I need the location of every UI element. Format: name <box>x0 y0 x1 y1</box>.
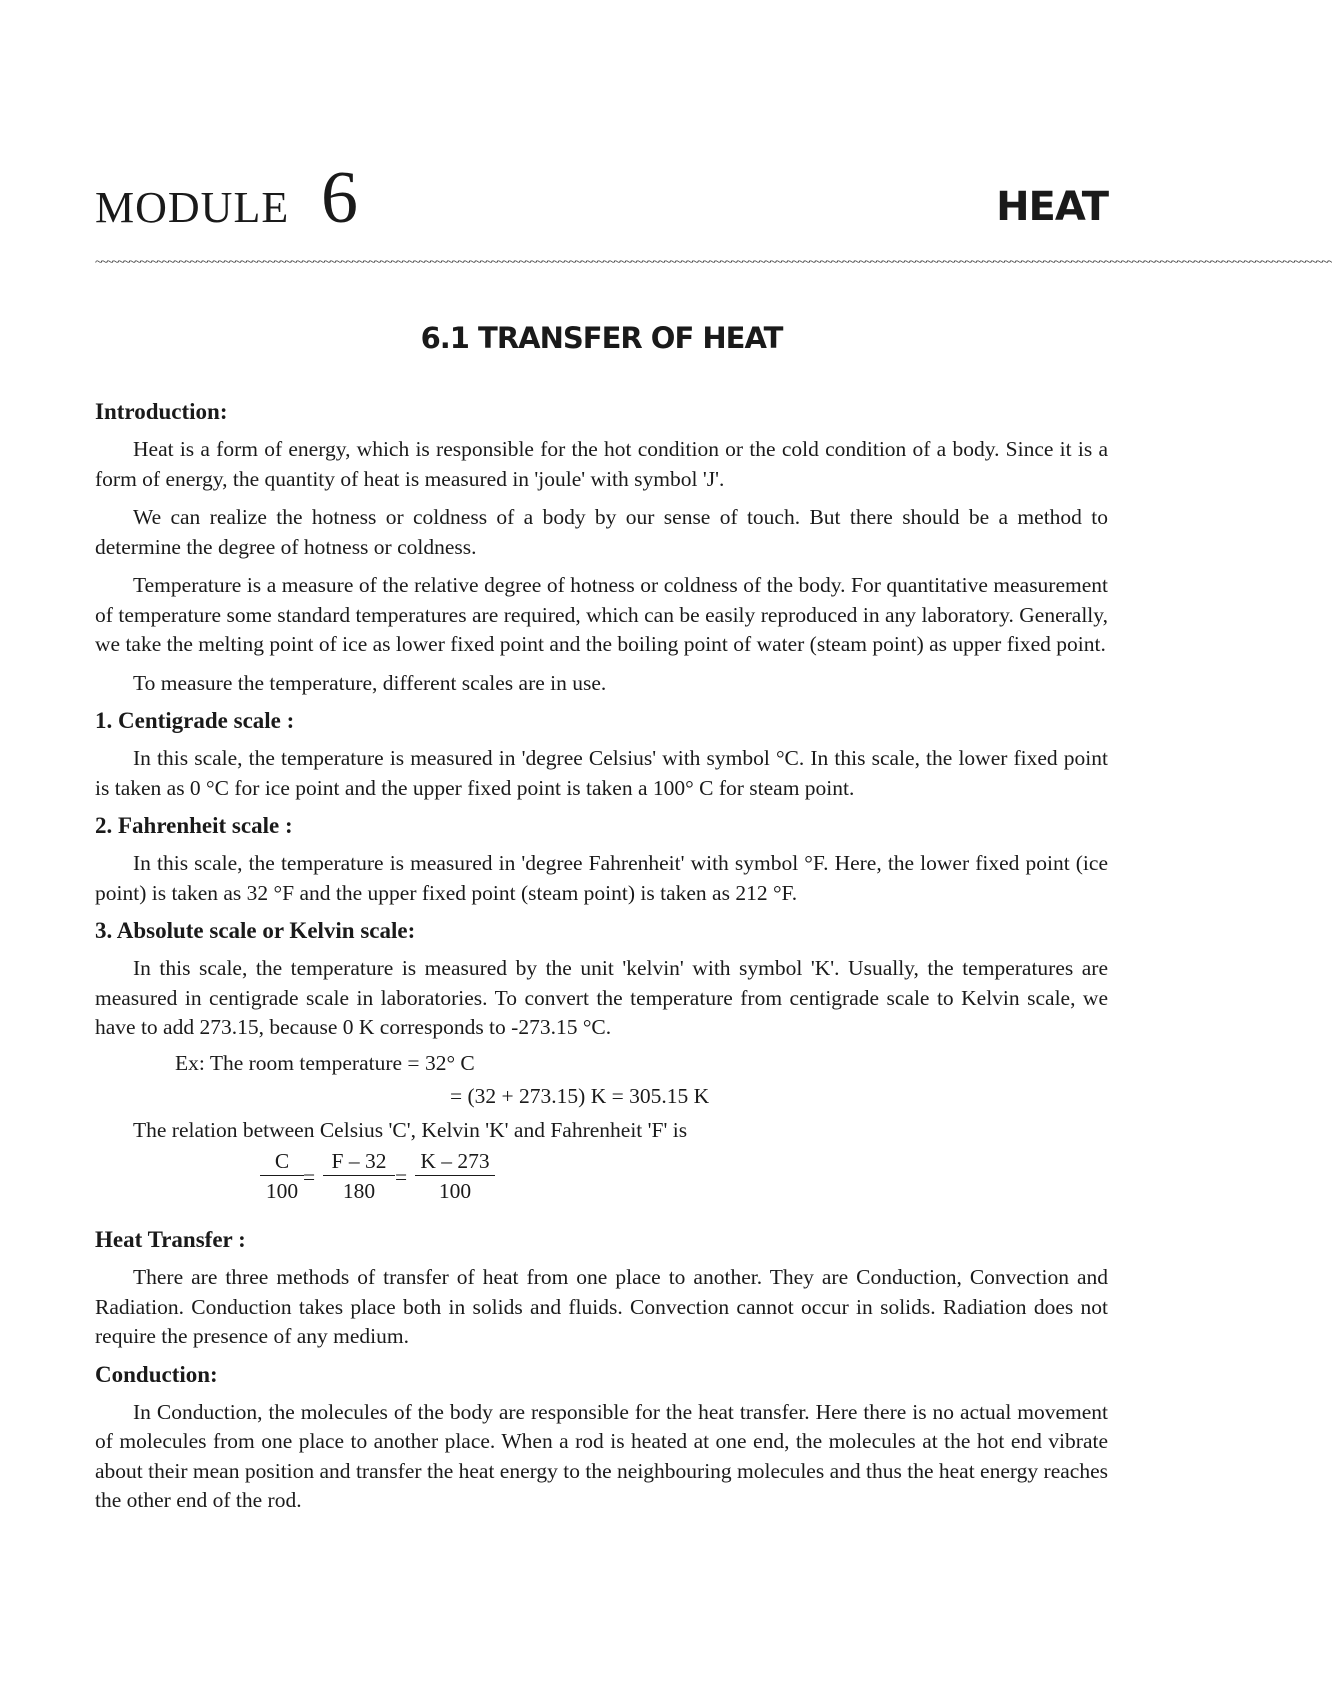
intro-paragraph-3: Temperature is a measure of the relative degree of hotness or coldness of the body. For quantitative measurement of temperature some standard temperatures are required, which can be easily reproduced in any laboratory. Generally, we take the melting point of ice as lower fixed point and the boiling point of water (steam point) as upper fixed point. <box>95 573 1108 656</box>
module-label: MODULE <box>95 183 290 232</box>
fahrenheit-heading: 2. Fahrenheit scale : <box>95 813 293 838</box>
celsius-denominator: 100 <box>265 1179 299 1203</box>
module-number: 6 <box>321 157 358 239</box>
centigrade-paragraph: In this scale, the temperature is measured in 'degree Celsius' with symbol °C. In this scale, the lower fixed point is taken as 0 °C for ice point and the upper fixed point is taken a 100° C for steam point. <box>95 746 1108 800</box>
intro-paragraph-4: To measure the temperature, different scales are in use. <box>133 670 607 695</box>
fahrenheit-numerator: F – 32 <box>323 1147 395 1176</box>
kelvin-heading: 3. Absolute scale or Kelvin scale: <box>95 918 416 943</box>
module-header <box>95 157 1108 250</box>
body-text <box>95 397 1108 1516</box>
kelvin-fraction <box>415 1147 495 1206</box>
module-subject: HEAT <box>996 184 1108 230</box>
temperature-relation-formula <box>95 1147 1108 1217</box>
heat-transfer-paragraph: There are three methods of transfer of heat from one place to another. They are Conduction, Convection and Radiation. Conduction takes place both in solids and fluids. Convection cannot occur in solids. Radiation does not require the presence of any medium. <box>95 1265 1108 1348</box>
centigrade-heading: 1. Centigrade scale : <box>95 708 295 733</box>
example-line-2: = (32 + 273.15) K = 305.15 K <box>450 1084 710 1108</box>
section-title: 6.1 TRANSFER OF HEAT <box>420 321 783 355</box>
kelvin-numerator: K – 273 <box>415 1147 495 1176</box>
introduction-heading: Introduction: <box>95 399 228 424</box>
heat-transfer-heading: Heat Transfer : <box>95 1227 246 1252</box>
equals-sign-2: = <box>395 1165 408 1189</box>
fahrenheit-paragraph: In this scale, the temperature is measured in 'degree Fahrenheit' with symbol °F. Here, the lower fixed point (ice point) is taken as 32 °F and the upper fixed point (steam point) is taken as 212 °F. <box>95 851 1108 905</box>
kelvin-denominator: 100 <box>438 1179 472 1203</box>
fahrenheit-fraction <box>323 1147 395 1206</box>
tilde-divider: ~~~~~~~~~~~~~~~~~~~~~~~~~~~~~~~~~~~~~~~~~~~~~~~~~~~~~~~~~~~~~~~~~~~~~~~~~~~~~~~~~~~~~~~~~~~~~~~~~~~~~~~~~~~~~~~~~~~~~~~~~~~~~~~~~~~~~~~~~~~~~~~~~~~~~~~~~~~~~~~~~~~~~~~~~~~~~~~~~~~~~~~~~~~~~~~~~~~~~~~~~~~~~~~~~~~~~~~~~~~~~~ <box>95 255 1332 270</box>
conduction-paragraph: In Conduction, the molecules of the body are responsible for the heat transfer. Here there is no actual movement of molecules from one place to another place. When a rod is heated at one end, the molecules at the hot end vibrate about their mean position and transfer the heat energy to the neighbouring molecules and thus the heat energy reaches the other end of the rod. <box>95 1399 1108 1512</box>
celsius-fraction <box>260 1147 304 1206</box>
conduction-heading: Conduction: <box>95 1361 218 1387</box>
example-line-1: Ex: The room temperature = 32° C <box>175 1050 475 1075</box>
kelvin-paragraph: In this scale, the temperature is measured by the unit 'kelvin' with symbol 'K'. Usually, the temperatures are measured in centigrade scale in laboratories. To convert the temperature from centigrade scale to Kelvin scale, we have to add 273.15, because 0 K corresponds to -273.15 °C. <box>95 956 1108 1039</box>
celsius-numerator: C <box>260 1147 304 1176</box>
equals-sign-1: = <box>303 1165 316 1189</box>
intro-paragraph-1: Heat is a form of energy, which is responsible for the hot condition or the cold condition of a body. Since it is a form of energy, the quantity of heat is measured in 'joule' with symbol 'J'. <box>95 437 1108 491</box>
fahrenheit-denominator: 180 <box>342 1179 376 1203</box>
intro-paragraph-2: We can realize the hotness or coldness of a body by our sense of touch. But there should be a method to determine the degree of hotness or coldness. <box>95 505 1108 559</box>
relation-text: The relation between Celsius 'C', Kelvin 'K' and Fahrenheit 'F' is <box>133 1117 688 1142</box>
